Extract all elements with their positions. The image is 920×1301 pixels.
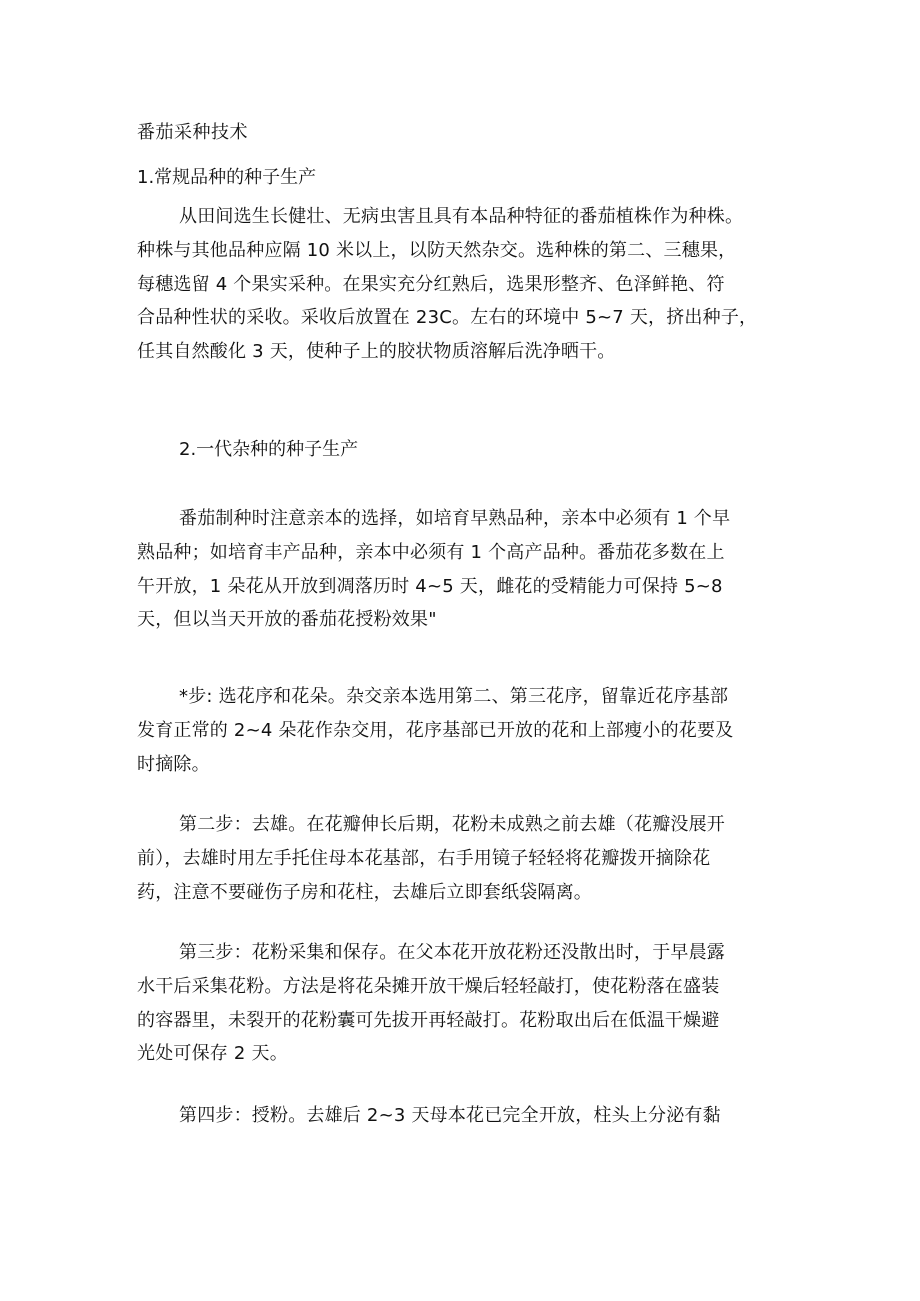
text-line: 的容器里，未裂开的花粉囊可先拔开再轻敲打。花粉取出后在低温干燥避 — [137, 1009, 720, 1031]
text-line: 天，但以当天开放的番茄花授粉效果" — [137, 609, 437, 631]
paragraph-step-three — [137, 936, 792, 1071]
section-heading-conventional: 1.常规品种的种子生产 — [137, 167, 317, 188]
text-line: 熟品种；如培育丰产品种，亲本中必须有 1 个高产品种。番茄花多数在上 — [137, 541, 725, 563]
section-heading-hybrid: 2.一代杂种的种子生产 — [179, 439, 359, 460]
text-line: 第四步：授粉。去雄后 2~3 天母本花已完全开放，柱头上分泌有黏 — [179, 1105, 721, 1126]
text-line: 前），去雄时用左手托住母本花基部，右手用镜子轻轻将花瓣拨开摘除花 — [137, 847, 711, 869]
text-line: 番茄制种时注意亲本的选择，如培育早熟品种，亲本中必须有 1 个早 — [179, 508, 731, 529]
text-line: 第三步：花粉采集和保存。在父本花开放花粉还没散出时，于早晨露 — [179, 942, 725, 963]
text-line: 每穗选留 4 个果实采种。在果实充分红熟后，选果形整齐、色泽鲜艳、符 — [137, 273, 725, 295]
text-line: 药，注意不要碰伤子房和花柱，去雄后立即套纸袋隔离。 — [137, 881, 592, 903]
paragraph-step-two — [137, 808, 792, 909]
text-line: 第二步：去雄。在花瓣伸长后期，花粉未成熟之前去雄（花瓣没展开 — [179, 814, 725, 835]
text-line: 任其自然酸化 3 天，使种子上的胶状物质溶解后洗净晒干。 — [137, 341, 616, 363]
paragraph-step-four — [137, 1099, 792, 1133]
text-line: 发育正常的 2~4 朵花作杂交用，花序基部已开放的花和上部瘦小的花要及 — [137, 719, 734, 741]
text-line: 午开放，1 朵花从开放到凋落历时 4~5 天，雌花的受精能力可保持 5~8 — [137, 575, 723, 597]
text-line: 时摘除。 — [137, 753, 210, 775]
text-line: 光处可保存 2 天。 — [137, 1043, 288, 1065]
text-line: *步: 选花序和花朵。杂交亲本选用第二、第三花序，留靠近花序基部 — [179, 686, 729, 707]
paragraph-step-one — [137, 680, 792, 781]
text-line: 合品种性状的采收。采收后放置在 23C。左右的环境中 5~7 天，挤出种子， — [137, 307, 758, 329]
text-line: 种株与其他品种应隔 10 米以上，以防天然杂交。选种株的第二、三穗果， — [137, 239, 737, 261]
paragraph-hybrid-parent-selection — [137, 502, 792, 637]
text-line: 从田间选生长健壮、无病虫害且具有本品种特征的番茄植株作为种株。 — [179, 206, 744, 227]
text-line: 水干后采集花粉。方法是将花朵摊开放干燥后轻轻敲打，使花粉落在盛装 — [137, 975, 720, 997]
paragraph-conventional-seed-production — [137, 200, 792, 369]
document-title: 番茄采种技术 — [137, 122, 248, 143]
